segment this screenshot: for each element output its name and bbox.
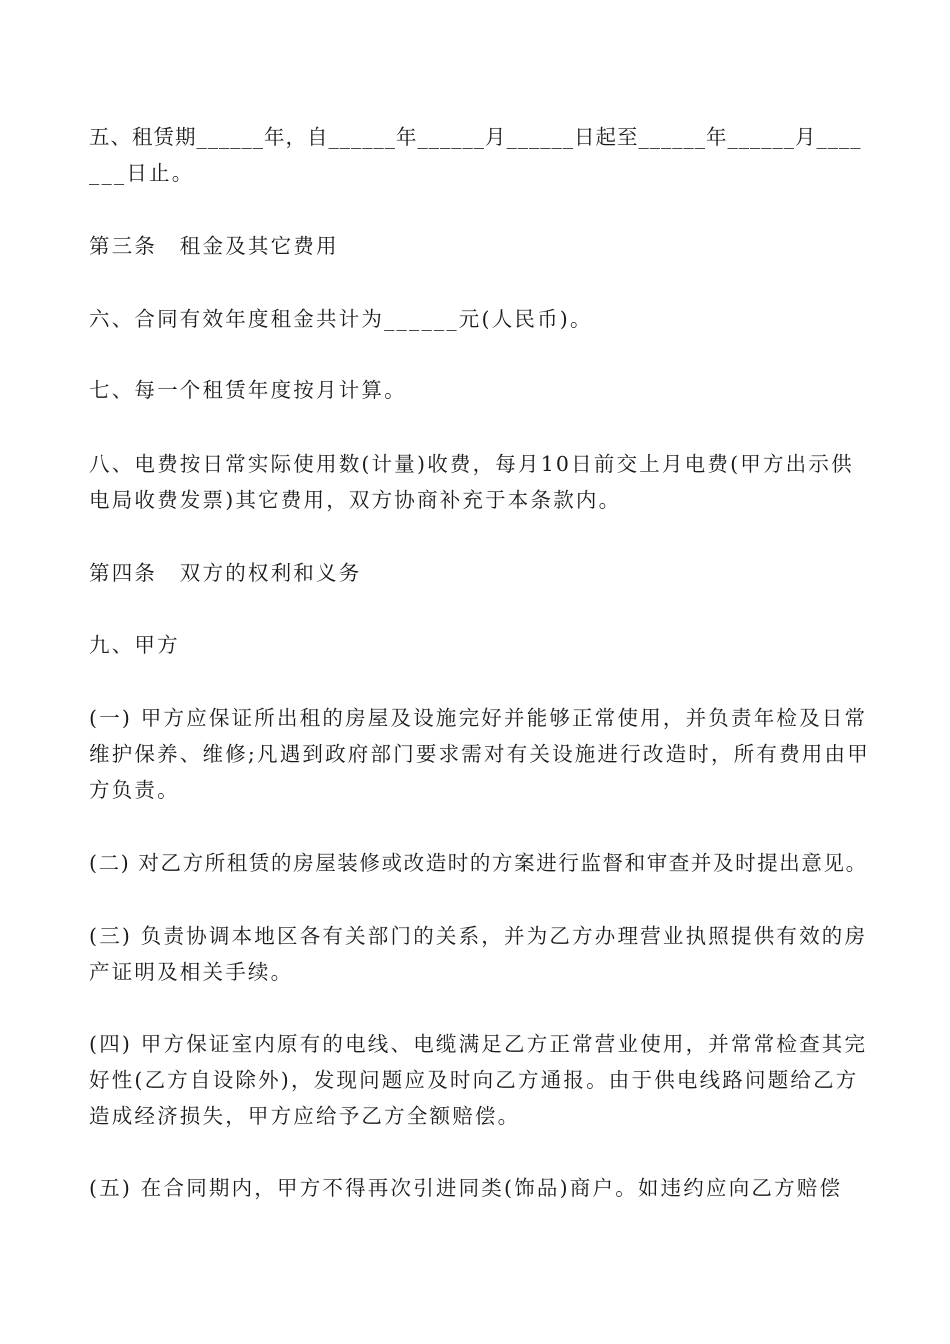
text-line: 九、甲方: [89, 633, 180, 657]
text-line: 产证明及相关手续。: [89, 960, 294, 984]
text-line: 方负责。: [89, 778, 180, 802]
clause-8-electricity: [89, 446, 871, 518]
text-line: (一) 甲方应保证所出租的房屋及设施完好并能够正常使用，并负责年检及日常: [89, 706, 868, 730]
text-line: 第三条 租金及其它费用: [89, 234, 339, 258]
text-line: 维护保养、维修;凡遇到政府部门要求需对有关设施进行改造时，所有费用由甲: [89, 742, 870, 766]
sub-clause-1: [89, 700, 871, 808]
clause-6-rent-total: [89, 301, 871, 337]
text-line: (五) 在合同期内，甲方不得再次引进同类(饰品)商户。如违约应向乙方赔偿: [89, 1176, 843, 1200]
text-line: (四) 甲方保证室内原有的电线、电缆满足乙方正常营业使用，并常常检查其完: [89, 1032, 868, 1056]
text-line: 造成经济损失，甲方应给予乙方全额赔偿。: [89, 1104, 521, 1128]
text-line: 七、每一个租赁年度按月计算。: [89, 378, 407, 402]
clause-7-monthly-calc: [89, 372, 871, 408]
article-4-heading: [89, 555, 871, 591]
text-line: 电局收费发票)其它费用，双方协商补充于本条款内。: [89, 488, 622, 512]
article-3-heading: [89, 228, 871, 264]
text-line: 好性(乙方自设除外)，发现问题应及时向乙方通报。由于供电线路问题给乙方: [89, 1068, 859, 1092]
text-line: 八、电费按日常实际使用数(计量)收费，每月10日前交上月电费(甲方出示供: [89, 452, 854, 476]
text-line: (二) 对乙方所租赁的房屋装修或改造时的方案进行监督和审查并及时提出意见。: [89, 851, 868, 875]
clause-9-party-a: [89, 627, 871, 663]
sub-clause-4: [89, 1026, 871, 1134]
sub-clause-2: [89, 845, 871, 881]
text-line: 第四条 双方的权利和义务: [89, 561, 362, 585]
text-line: 五、租赁期______年，自______年______月______日起至______年______月____: [89, 125, 862, 149]
text-line: (三) 负责协调本地区各有关部门的关系，并为乙方办理营业执照提供有效的房: [89, 924, 868, 948]
sub-clause-3: [89, 918, 871, 990]
text-line: 六、合同有效年度租金共计为______元(人民币)。: [89, 307, 593, 331]
sub-clause-5: [89, 1170, 871, 1206]
text-line: ___日止。: [89, 161, 195, 185]
clause-5-lease-term: [89, 119, 871, 191]
